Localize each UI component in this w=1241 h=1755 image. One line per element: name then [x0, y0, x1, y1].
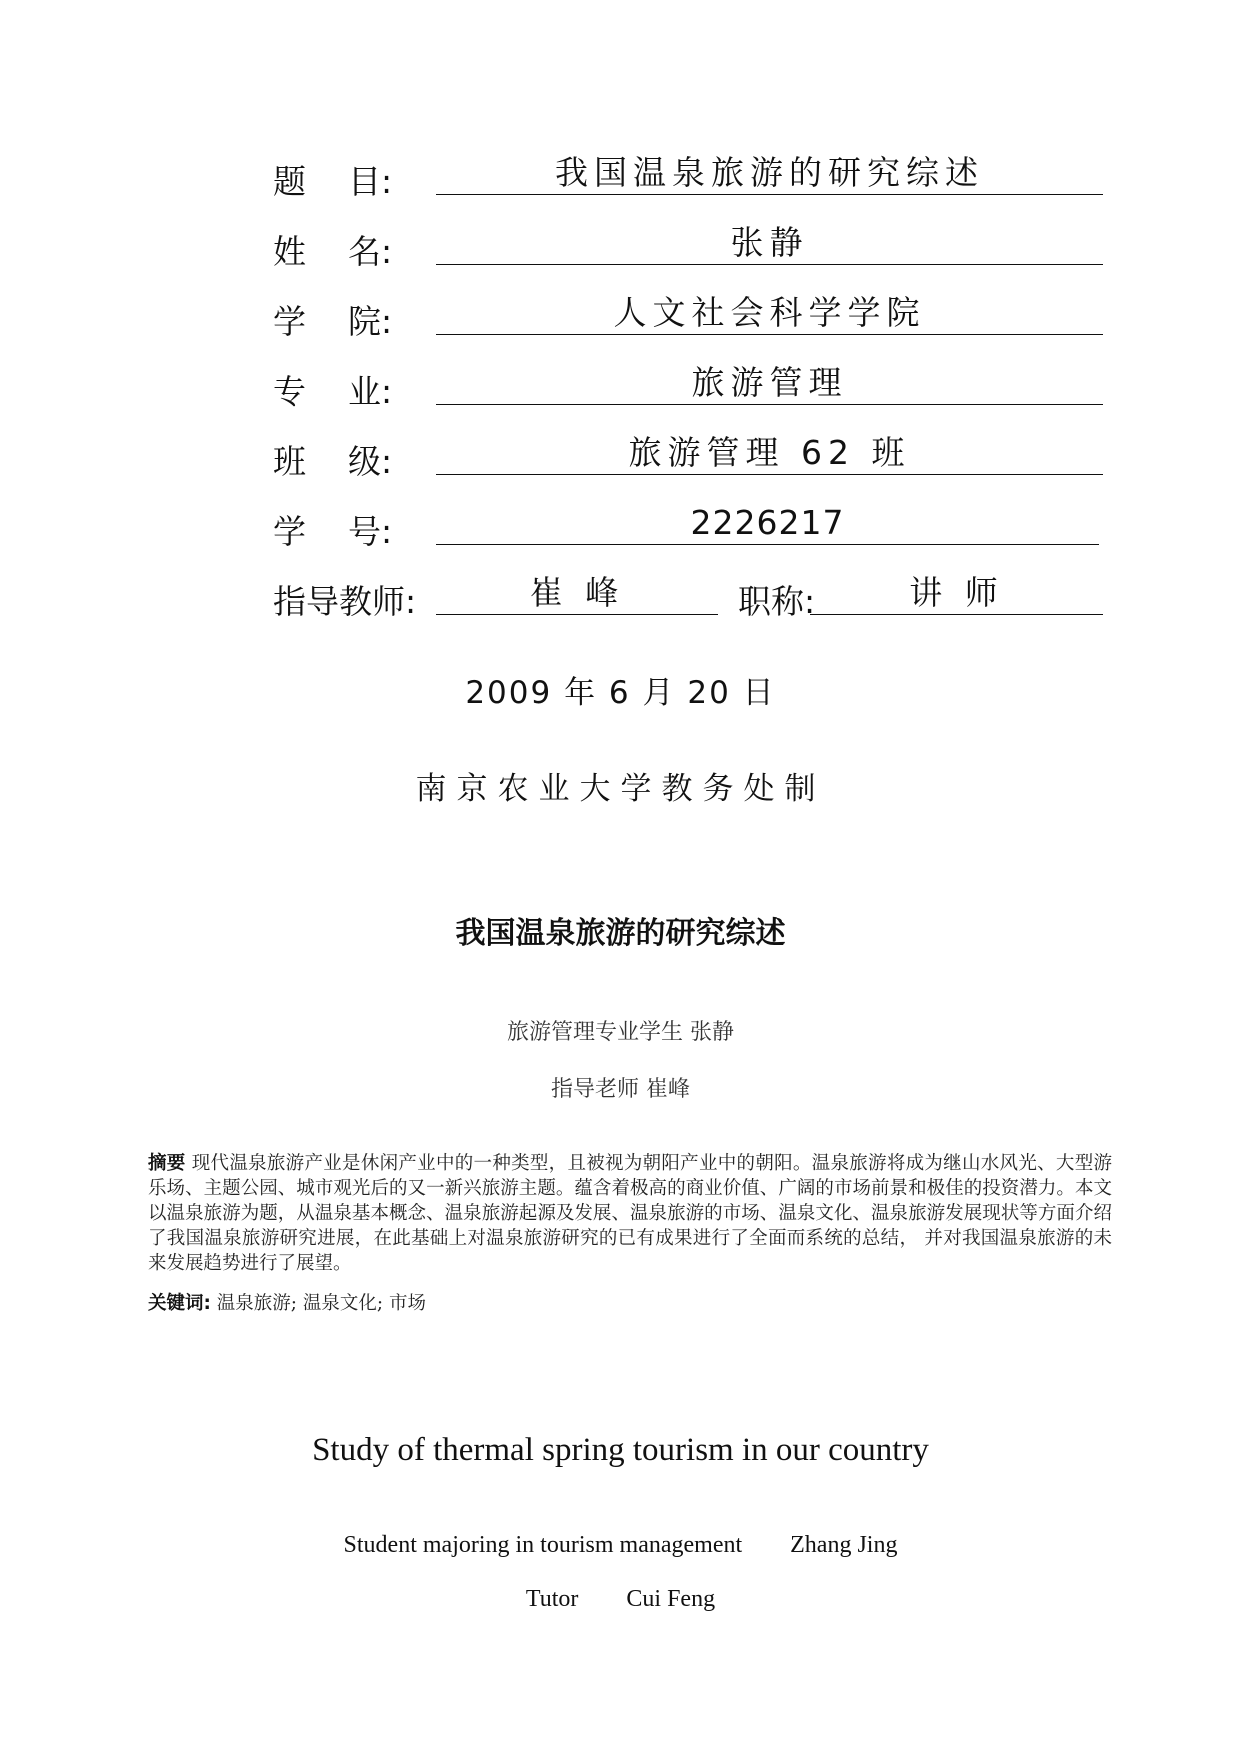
keywords-label: 关键词:	[148, 1293, 211, 1314]
row-student-id	[0, 502, 1241, 562]
row-advisor	[0, 572, 1241, 632]
abstract-text: 现代温泉旅游产业是休闲产业中的一种类型，且被视为朝阳产业中的朝阳。温泉旅游将成为继山水风光、大型游乐场、主题公园、城市观光后的又一新兴旅游主题。蕴含着极高的商业价值、广阔的市场前景和极佳的投资潜力。本文以温泉旅游为题，从温泉基本概念、温泉旅游起源及发展、温泉旅游的市场、温泉文化、温泉旅游发展现状等方面介绍了我国温泉旅游研究进展，在此基础上对温泉旅游研究的已有成果进行了全面而系统的总结， 并对我国温泉旅游的未来发展趋势进行了展望。	[148, 1153, 1112, 1274]
college-field: 人文社会科学学院	[436, 292, 1103, 335]
rank-field: 讲 师	[810, 572, 1103, 615]
title-field: 我国温泉旅游的研究综述	[436, 152, 1103, 195]
class-field: 旅游管理 62 班	[436, 432, 1103, 475]
college-label: 学 院:	[273, 302, 393, 341]
paper-author-cn: 旅游管理专业学生 张静	[507, 1020, 734, 1045]
abstract	[148, 1151, 1112, 1276]
row-major	[0, 362, 1241, 422]
row-class	[0, 432, 1241, 492]
cover-maker: 南京农业大学教务处制	[415, 771, 826, 807]
paper-title-cn: 我国温泉旅游的研究综述	[455, 916, 786, 951]
paper-author-en: Student majoring in tourism management Zhang Jing	[343, 1532, 898, 1558]
major-field: 旅游管理	[436, 362, 1103, 405]
rank-label: 职称:	[738, 582, 816, 621]
row-title	[0, 152, 1241, 212]
cover-date: 2009 年 6 月 20 日	[465, 675, 776, 711]
advisor-field: 崔 峰	[436, 572, 718, 615]
abstract-label: 摘要	[148, 1153, 186, 1174]
paper-title-en: Study of thermal spring tourism in our country	[312, 1432, 929, 1468]
keywords-text: 温泉旅游; 温泉文化; 市场	[216, 1293, 427, 1314]
paper-tutor-cn: 指导老师 崔峰	[551, 1077, 690, 1102]
keywords	[148, 1291, 1112, 1316]
major-label: 专 业:	[273, 372, 393, 411]
row-name	[0, 222, 1241, 282]
student-id-field: 2226217	[436, 502, 1099, 545]
student-id-label: 学 号:	[273, 512, 393, 551]
class-label: 班 级:	[273, 442, 393, 481]
name-label: 姓 名:	[273, 232, 393, 271]
title-label: 题 目:	[273, 162, 393, 201]
row-college	[0, 292, 1241, 352]
advisor-label: 指导教师:	[273, 582, 417, 621]
paper-tutor-en: Tutor Cui Feng	[525, 1586, 716, 1612]
name-field: 张静	[436, 222, 1103, 265]
